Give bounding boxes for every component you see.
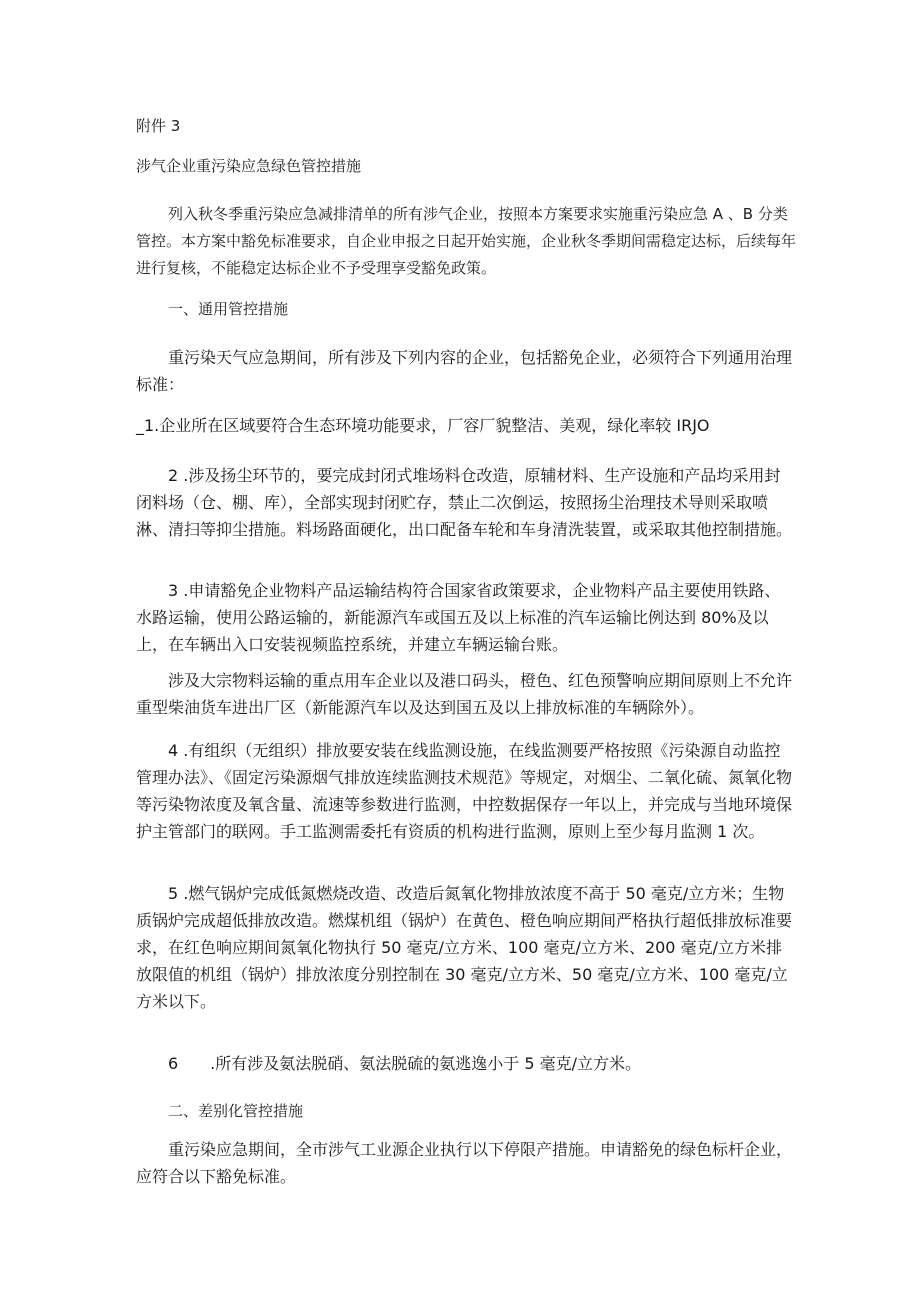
list-item: 6 .所有涉及氨法脱硝、氨法脱硫的氨逃逸小于 5 毫克/立方米。 (168, 1054, 642, 1073)
list-item-note: 涉及大宗物料运输的重点用车企业以及港口码头，橙色、红色预警响应期间原则上不允许重型柴油货车进出厂区（新能源汽车以及达到国五及以上排放标准的车辆除外）。 (136, 671, 793, 717)
document-title: 涉气企业重污染应急绿色管控措施 (136, 157, 362, 175)
list-item: 4 .有组织（无组织）排放要安装在线监测设施，在线监测要严格按照《污染源自动监控管理办法》、《固定污染源烟气排放连续监测技术规范》等规定，对烟尘、二氧化硫、氮氧化物等污染物浓度及氧含量、流速等参数进行监测，中控数据保存一年以上，并完成与当地环境保护主管部门的联网。手工监测需委托有资质的机构进行监测，原则上至少每月监测 1 次。 (136, 741, 793, 841)
section-heading-general: 一、通用管控措施 (168, 300, 289, 318)
section-general-intro: 重污染天气应急期间，所有涉及下列内容的企业，包括豁免企业，必须符合下列通用治理标准： (136, 348, 793, 394)
section-differentiated-intro: 重污染应急期间，全市涉气工业源企业执行以下停限产措施。申请豁免的绿色标杆企业，应符合以下豁免标准。 (136, 1140, 793, 1186)
list-item: 3 .申请豁免企业物料产品运输结构符合国家省政策要求，企业物料产品主要使用铁路、水路运输，使用公路运输的，新能源汽车或国五及以上标准的汽车运输比例达到 80%及以上，在车辆出入口安装视频监控系统，并建立车辆运输台账。 (136, 581, 781, 654)
section-heading-differentiated: 二、差别化管控措施 (168, 1102, 304, 1120)
list-item: _1.企业所在区域要符合生态环境功能要求，厂容厂貌整洁、美观，绿化率较 IRJO (136, 416, 710, 435)
attachment-label: 附件 3 (136, 117, 181, 135)
list-item: 5 .燃气锅炉完成低氮燃烧改造、改造后氮氧化物排放浓度不高于 50 毫克/立方米；生物质锅炉完成超低排放改造。燃煤机组（锅炉）在黄色、橙色响应期间严格执行超低排放标准要求，在红色响应期间氮氧化物执行 50 毫克/立方米、100 毫克/立方米、200 毫克/立方米排放限值的机组（锅炉）排放浓度分别控制在 30 毫克/立方米、50 毫克/立方米、100 毫克/立方米以下。 (136, 884, 793, 1011)
intro-paragraph: 列入秋冬季重污染应急减排清单的所有涉气企业，按照本方案要求实施重污染应急 A 、B 分类管控。本方案中豁免标准要求，自企业申报之日起开始实施，企业秋冬季期间需稳定达标，后续每年进行复核，不能稳定达标企业不予受理享受豁免政策。 (136, 205, 797, 277)
list-item: 2 .涉及扬尘环节的，要完成封闭式堆场料仓改造，原辅材料、生产设施和产品均采用封闭料场（仓、棚、库），全部实现封闭贮存，禁止二次倒运，按照扬尘治理技术导则采取喷淋、清扫等抑尘措施。料场路面硬化，出口配备车轮和车身清洗装置，或采取其他控制措施。 (136, 466, 793, 539)
